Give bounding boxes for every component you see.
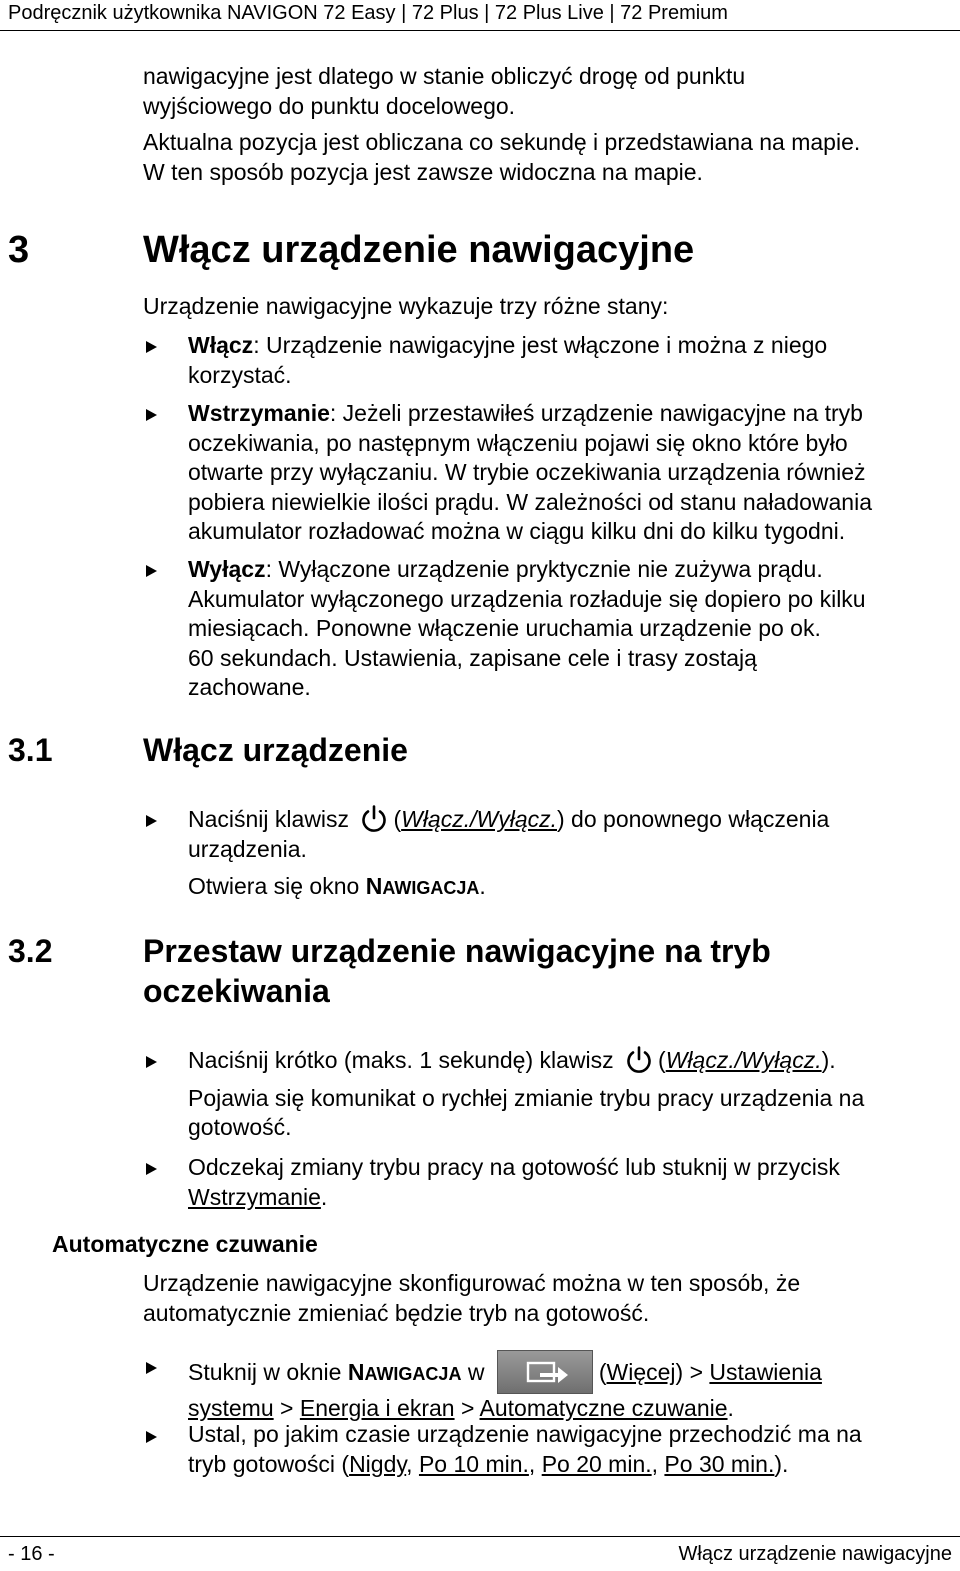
running-header: Podręcznik użytkownika NAVIGON 72 Easy | 72 Plus | 72 Plus Live | 72 Premium <box>8 2 728 24</box>
energy-screen-link[interactable]: Energia i ekran <box>299 1395 455 1421</box>
state-off-term: Wyłącz <box>188 556 266 582</box>
bullet-icon <box>146 565 157 577</box>
option-20-link[interactable]: Po 20 min. <box>541 1450 652 1477</box>
auto-standby-link[interactable]: Automatyczne czuwanie <box>479 1395 728 1421</box>
bullet-icon <box>146 341 157 353</box>
standby-step-1: Naciśnij krótko (maks. 1 sekundę) klawisz (Włącz./Wyłącz.). Pojawia się komunikat o rychłej zmianie trybu pracy urządzenia na gotowość. <box>188 1047 865 1140</box>
power-key-link: Włącz./Wyłącz. <box>665 1047 822 1073</box>
state-on-term: Włącz <box>188 332 254 358</box>
footer-rule <box>0 1536 960 1537</box>
footer-section-title: Włącz urządzenie nawigacyjne <box>678 1543 952 1565</box>
power-icon <box>359 804 389 834</box>
auto-standby-step-1: Stuknij w oknie NAWIGACJA w (Więcej) > Ustawienia systemu > Energia i ekran > Automatyczne czuwanie. <box>188 1350 953 1424</box>
auto-standby-step-2: Ustal, po jakim czasie urządzenie nawigacyjne przechodzić ma na tryb gotowości (Nigdy, Po 10 min., Po 20 min., Po 30 min.). <box>188 1421 862 1477</box>
more-button-icon <box>497 1350 593 1394</box>
bullet-icon <box>146 409 157 421</box>
power-on-result: Otwiera się okno NAWIGACJA. <box>188 873 486 899</box>
bullet-icon <box>146 1362 157 1374</box>
system-link[interactable]: systemu <box>188 1395 274 1421</box>
section-3-2-title: Przestaw urządzenie nawigacyjne na tryb oczekiwania <box>143 933 771 1009</box>
power-icon <box>624 1045 654 1075</box>
section-3-1-number: 3.1 <box>8 732 53 768</box>
auto-standby-heading: Automatyczne czuwanie <box>52 1231 318 1257</box>
state-on-item: Włącz: Urządzenie nawigacyjne jest włączone i można z niego korzystać. <box>188 332 828 388</box>
bullet-icon <box>146 1163 157 1175</box>
bullet-icon <box>146 815 157 827</box>
more-link[interactable]: Więcej <box>606 1359 676 1385</box>
standby-step-2: Odczekaj zmiany trybu pracy na gotowość lub stuknij w przycisk Wstrzymanie. <box>188 1154 840 1210</box>
power-key-link: Włącz./Wyłącz. <box>401 806 557 832</box>
header-rule <box>0 30 960 31</box>
section-3-number: 3 <box>8 229 30 271</box>
state-standby-term: Wstrzymanie <box>188 400 330 426</box>
state-off-item: Wyłącz: Wyłączone urządzenie pryktycznie nie zużywa prądu. Akumulator wyłączonego urządzenia rozładuje się dopiero po kilku miesiącach. Ponowne włączenie uruchamia urządzenie po ok. 60 sekundach. Ustawienia, zapisane cele i trasy zostają zachowane. <box>188 556 866 700</box>
bullet-icon <box>146 1431 157 1443</box>
option-10-link[interactable]: Po 10 min. <box>418 1450 529 1477</box>
section-3-2-number: 3.2 <box>8 933 53 969</box>
section-3-1-title: Włącz urządzenie <box>143 732 408 768</box>
intro-paragraph-1: nawigacyjne jest dlatego w stanie obliczyć drogę od punktu wyjściowego do punktu docelowego. <box>143 63 746 119</box>
power-on-step: Naciśnij klawisz (Włącz./Wyłącz.) do ponownego włączenia urządzenia. Otwiera się okno NAWIGACJA. <box>188 804 953 904</box>
section-3-title: Włącz urządzenie nawigacyjne <box>143 229 695 271</box>
bullet-icon <box>146 1056 157 1068</box>
option-30-link[interactable]: Po 30 min. <box>664 1450 775 1477</box>
option-never-link[interactable]: Nigdy <box>349 1450 407 1477</box>
settings-link[interactable]: Ustawienia <box>709 1359 822 1385</box>
state-standby-item: Wstrzymanie: Jeżeli przestawiłeś urządzenie nawigacyjne na tryb oczekiwania, po następnym włączeniu pojawi się okno które było otwarte przy wyłączaniu. W trybie oczekiwania urządzenia również pobiera niewielkie ilości prądu. W zależności od stanu naładowania akumulator rozładować można w ciągu kilku dni do kilku tygodni. <box>188 400 873 544</box>
standby-link[interactable]: Wstrzymanie <box>188 1183 321 1210</box>
intro-paragraph-2: Aktualna pozycja jest obliczana co sekundę i przedstawiana na mapie. W ten sposób pozycja jest zawsze widoczna na mapie. <box>143 129 861 185</box>
section-3-lead: Urządzenie nawigacyjne wykazuje trzy różne stany: <box>143 293 669 319</box>
auto-standby-lead: Urządzenie nawigacyjne skonfigurować można w ten sposób, że automatycznie zmieniać będzie tryb na gotowość. <box>143 1270 801 1326</box>
page-number: - 16 - <box>8 1543 55 1565</box>
